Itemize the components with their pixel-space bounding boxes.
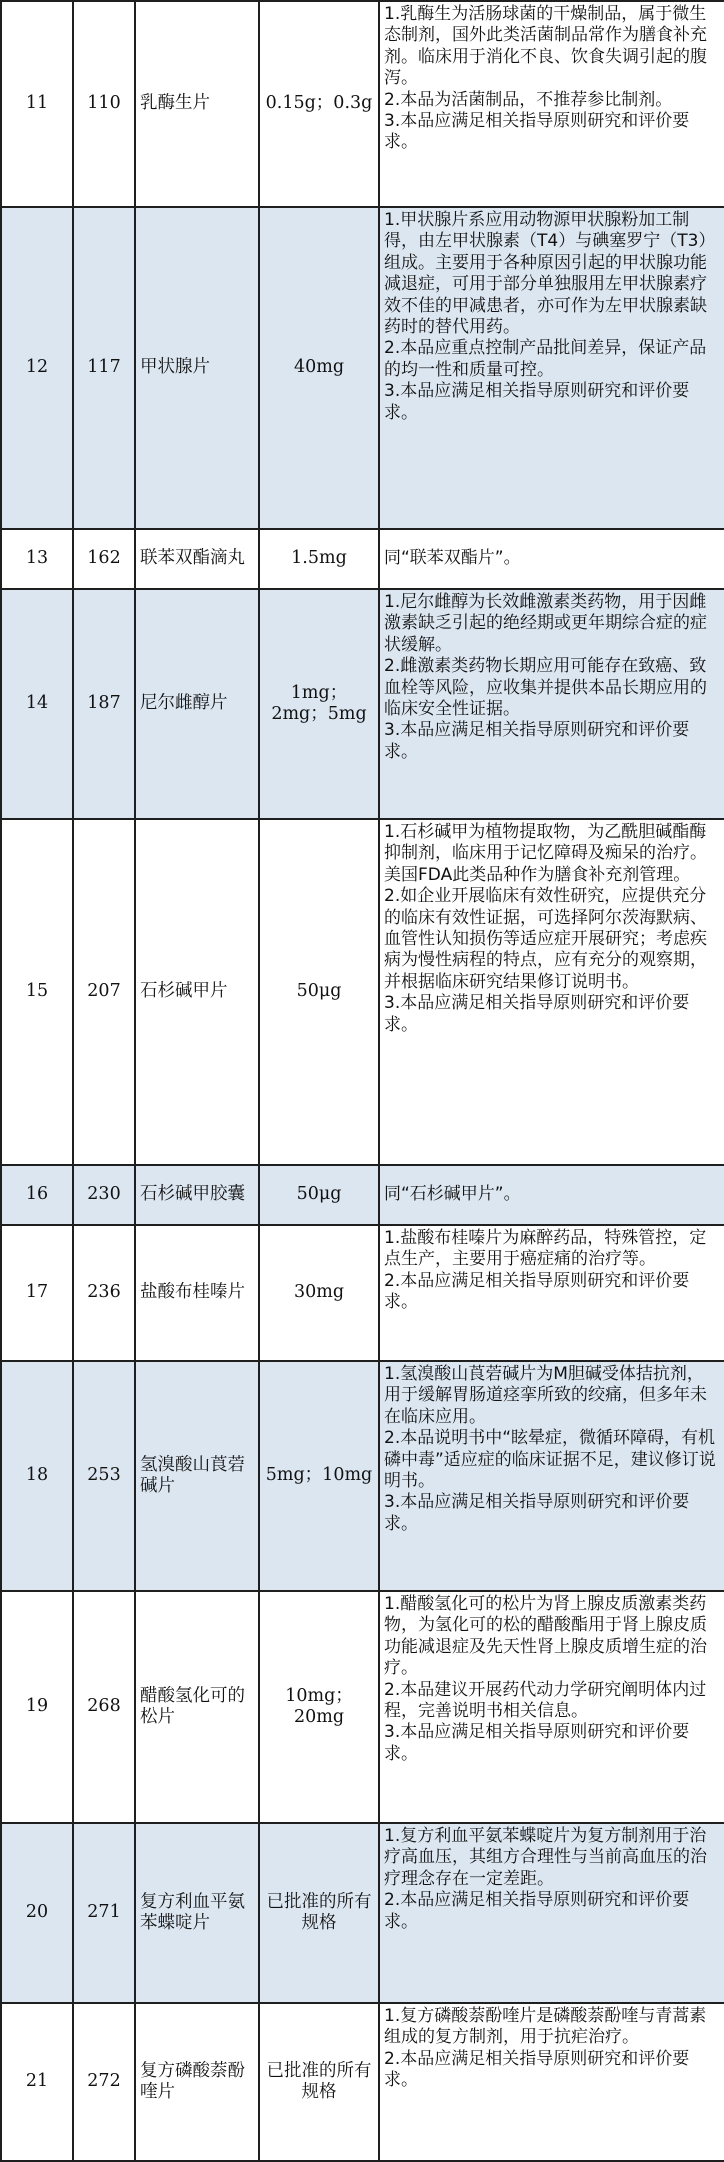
note-line: 1.石杉碱甲为植物提取物，为乙酰胆碱酯酶抑制剂，临床用于记忆障碍及痴呆的治疗。美国FDA此类品种作为膳食补充剂管理。 — [384, 822, 707, 885]
note-line: 2.本品为活菌制品，不推荐参比制剂。 — [384, 89, 673, 110]
note-line: 2.本品应满足相关指导原则研究和评价要求。 — [384, 1270, 690, 1313]
note-line: 2.如企业开展临床有效性研究，应提供充分的临床有效性证据，可选择阿尔茨海默病、血管性认知损伤等适应症开展研究；考虑疾病为慢性病程的特点，应有充分的观察期，并根据临床研究结果修订说明书。 — [384, 886, 707, 992]
cell-name: 复方磷酸萘酚喹片 — [135, 2003, 259, 2161]
cell-spec: 50μg — [259, 1165, 379, 1225]
cell-spec: 已批准的所有规格 — [259, 2003, 379, 2161]
cell-spec: 1mg；2mg；5mg — [259, 589, 379, 819]
cell-name: 石杉碱甲片 — [135, 819, 259, 1165]
note-line: 2.本品说明书中“眩晕症，微循环障碍，有机磷中毒”适应症的临床证据不足，建议修订说明书。 — [384, 1428, 716, 1492]
cell-no: 21 — [1, 2003, 73, 2161]
note-line: 2.本品建议开展药代动力学研究阐明体内过程，完善说明书相关信息。 — [384, 1679, 707, 1722]
cell-name: 盐酸布桂嗪片 — [135, 1225, 259, 1361]
note-line: 2.本品应重点控制产品批间差异，保证产品的均一性和质量可控。 — [384, 338, 707, 380]
table-row — [1, 1823, 724, 2003]
cell-no: 14 — [1, 589, 73, 819]
cell-spec: 1.5mg — [259, 529, 379, 589]
table-row — [1, 207, 724, 529]
note-line: 2.本品应满足相关指导原则研究和评价要求。 — [384, 2048, 690, 2091]
cell-note — [379, 1591, 724, 1823]
cell-spec: 40mg — [259, 207, 379, 529]
cell-note — [379, 1, 724, 207]
note-line: 1.氢溴酸山莨菪碱片为M胆碱受体拮抗剂，用于缓解胃肠道痉挛所致的绞痛，但多年未在临床应用。 — [384, 1364, 707, 1427]
note-line: 3.本品应满足相关指导原则研究和评价要求。 — [384, 1492, 690, 1534]
table-row — [1, 1, 724, 207]
note-line: 1.醋酸氢化可的松片为肾上腺皮质激素类药物，为氢化可的松的醋酸酯用于肾上腺皮质功能减退症及先天性肾上腺皮质增生症的治疗。 — [384, 1594, 707, 1679]
cell-no: 12 — [1, 207, 73, 529]
cell-note — [379, 1165, 724, 1225]
note-line: 3.本品应满足相关指导原则研究和评价要求。 — [384, 111, 690, 153]
cell-name: 甲状腺片 — [135, 207, 259, 529]
note-line: 1.盐酸布桂嗪片为麻醉药品，特殊管控，定点生产，主要用于癌症痛的治疗等。 — [384, 1228, 707, 1270]
cell-name: 氢溴酸山莨菪碱片 — [135, 1361, 259, 1591]
cell-name: 复方利血平氨苯蝶啶片 — [135, 1823, 259, 2003]
note-line: 2.本品应满足相关指导原则研究和评价要求。 — [384, 1890, 690, 1932]
cell-note — [379, 1225, 724, 1361]
table-row — [1, 2003, 724, 2161]
cell-no: 15 — [1, 819, 73, 1165]
cell-seq: 117 — [73, 207, 135, 529]
note-line: 3.本品应满足相关指导原则研究和评价要求。 — [384, 720, 690, 762]
cell-name: 醋酸氢化可的松片 — [135, 1591, 259, 1823]
cell-spec: 50μg — [259, 819, 379, 1165]
cell-seq: 271 — [73, 1823, 135, 2003]
cell-no: 19 — [1, 1591, 73, 1823]
cell-spec: 5mg；10mg — [259, 1361, 379, 1591]
cell-spec: 0.15g；0.3g — [259, 1, 379, 207]
cell-no: 13 — [1, 529, 73, 589]
table-body — [1, 1, 724, 2161]
table-row — [1, 1591, 724, 1823]
cell-note — [379, 207, 724, 529]
cell-note — [379, 819, 724, 1165]
table-row — [1, 1361, 724, 1591]
cell-seq: 110 — [73, 1, 135, 207]
note-line: 3.本品应满足相关指导原则研究和评价要求。 — [384, 1722, 690, 1764]
cell-note — [379, 1823, 724, 2003]
cell-seq: 207 — [73, 819, 135, 1165]
cell-seq: 187 — [73, 589, 135, 819]
note-line: 同“联苯双酯片”。 — [384, 548, 521, 569]
cell-name: 联苯双酯滴丸 — [135, 529, 259, 589]
note-line: 3.本品应满足相关指导原则研究和评价要求。 — [384, 381, 690, 423]
cell-no: 20 — [1, 1823, 73, 2003]
cell-name: 石杉碱甲胶囊 — [135, 1165, 259, 1225]
note-line: 2.雌激素类药物长期应用可能存在致癌、致血栓等风险，应收集并提供本品长期应用的临床安全性证据。 — [384, 656, 707, 720]
cell-spec: 10mg；20mg — [259, 1591, 379, 1823]
cell-note — [379, 2003, 724, 2161]
cell-note — [379, 589, 724, 819]
note-line: 1.复方利血平氨苯蝶啶片为复方制剂用于治疗高血压，其组方合理性与当前高血压的治疗理念存在一定差距。 — [384, 1826, 707, 1889]
cell-seq: 253 — [73, 1361, 135, 1591]
cell-seq: 272 — [73, 2003, 135, 2161]
cell-spec: 30mg — [259, 1225, 379, 1361]
cell-note — [379, 529, 724, 589]
cell-spec: 已批准的所有规格 — [259, 1823, 379, 2003]
note-line: 1.乳酶生为活肠球菌的干燥制品，属于微生态制剂，国外此类活菌制品常作为膳食补充剂。临床用于消化不良、饮食失调引起的腹泻。 — [384, 4, 707, 89]
table-row — [1, 529, 724, 589]
cell-seq: 162 — [73, 529, 135, 589]
table-row — [1, 589, 724, 819]
cell-no: 11 — [1, 1, 73, 207]
note-line: 1.复方磷酸萘酚喹片是磷酸萘酚喹与青蒿素组成的复方制剂，用于抗疟治疗。 — [384, 2006, 707, 2048]
cell-seq: 268 — [73, 1591, 135, 1823]
cell-note — [379, 1361, 724, 1591]
table-row — [1, 1225, 724, 1361]
table-row — [1, 1165, 724, 1225]
cell-seq: 230 — [73, 1165, 135, 1225]
cell-name: 乳酶生片 — [135, 1, 259, 207]
cell-no: 16 — [1, 1165, 73, 1225]
note-line: 1.甲状腺片系应用动物源甲状腺粉加工制得，由左甲状腺素（T4）与碘塞罗宁（T3）组成。主要用于各种原因引起的甲状腺功能减退症，可用于部分单独服用左甲状腺素疗效不佳的甲减患者，亦可作为左甲状腺素缺药时的替代用药。 — [384, 210, 716, 338]
note-line: 1.尼尔雌醇为长效雌激素类药物，用于因雌激素缺乏引起的绝经期或更年期综合症的症状缓解。 — [384, 592, 707, 655]
table-row — [1, 819, 724, 1165]
cell-no: 17 — [1, 1225, 73, 1361]
note-line: 同“石杉碱甲片”。 — [384, 1184, 521, 1205]
note-line: 3.本品应满足相关指导原则研究和评价要求。 — [384, 993, 690, 1035]
cell-no: 18 — [1, 1361, 73, 1591]
cell-seq: 236 — [73, 1225, 135, 1361]
cell-name: 尼尔雌醇片 — [135, 589, 259, 819]
